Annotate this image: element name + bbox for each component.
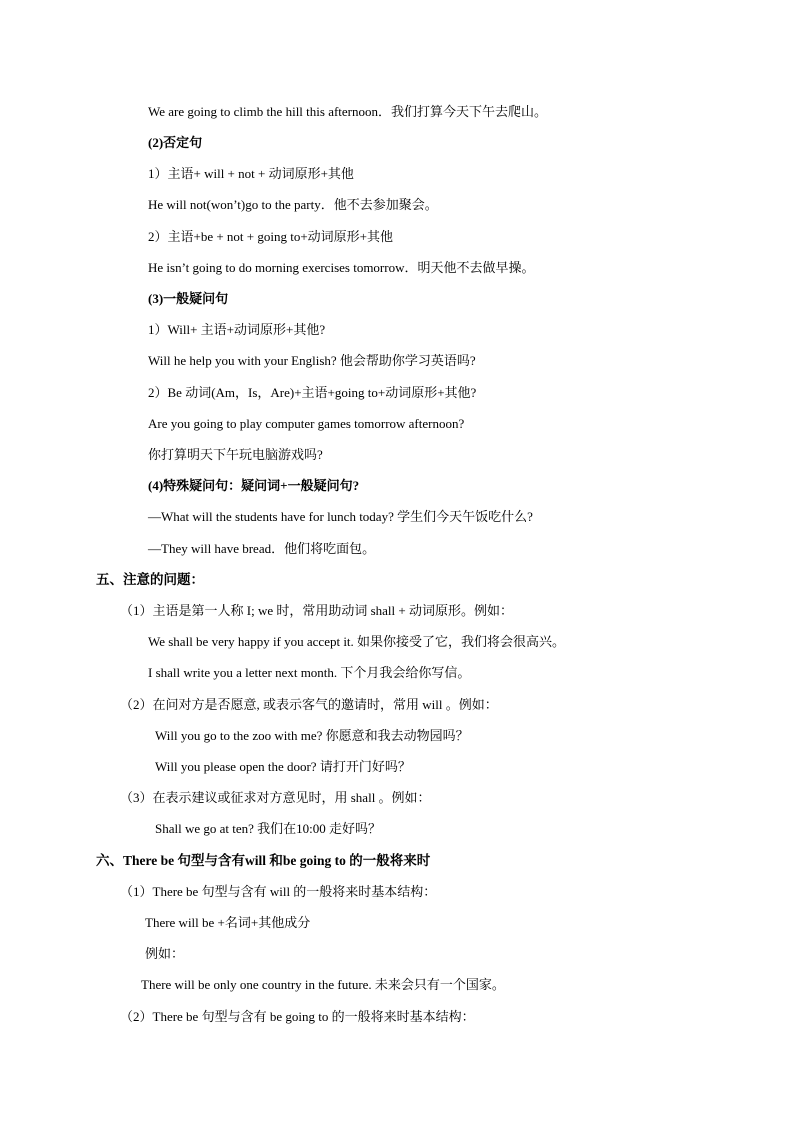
text-line-29: There will be only one country in the future. 未来会只有一个国家。 <box>141 977 505 992</box>
text-line-1: We are going to climb the hill this afternoon．我们打算今天下午去爬山。 <box>148 104 548 119</box>
text-line-8: 1）Will+ 主语+动词原形+其他? <box>148 322 326 337</box>
text-line-20: （2）在问对方是否愿意, 或表示客气的邀请时，常用 will 。例如： <box>120 697 498 712</box>
text-line-15: —They will have bread．他们将吃面包。 <box>148 541 376 556</box>
text-line-26: （1）There be 句型与含有 will 的一般将来时基本结构： <box>120 884 437 899</box>
text-line-17: （1）主语是第一人称 I; we 时，常用助动词 shall + 动词原形。例如： <box>120 603 513 618</box>
subheading-wh-question: (4)特殊疑问句：疑问词+一般疑问句? <box>148 478 360 493</box>
text-line-14: —What will the students have for lunch today? 学生们今天午饭吃什么? <box>148 509 533 524</box>
text-line-4: He will not(won’t)go to the party．他不去参加聚会。 <box>148 197 438 212</box>
text-line-30: （2）There be 句型与含有 be going to 的一般将来时基本结构： <box>120 1009 475 1024</box>
section-heading-6: 六、There be 句型与含有will 和be going to 的一般将来时 <box>96 853 431 868</box>
subheading-negative: (2)否定句 <box>148 135 203 150</box>
text-line-3: 1）主语+ will + not + 动词原形+其他 <box>148 166 354 181</box>
text-line-10: 2）Be 动词(Am，Is，Are)+主语+going to+动词原形+其他? <box>148 385 477 400</box>
text-line-22: Will you please open the door? 请打开门好吗？ <box>155 759 411 774</box>
text-line-27: There will be +名词+其他成分 <box>145 915 311 930</box>
section-heading-5: 五、注意的问题： <box>96 572 204 587</box>
text-line-11: Are you going to play computer games tomorrow afternoon? <box>148 416 465 431</box>
text-line-23: （3）在表示建议或征求对方意见时，用 shall 。例如： <box>120 790 431 805</box>
text-line-9: Will he help you with your English? 他会帮助你学习英语吗? <box>148 353 476 368</box>
text-line-19: I shall write you a letter next month. 下个月我会给你写信。 <box>148 665 471 680</box>
text-line-24: Shall we go at ten? 我们在10:00 走好吗？ <box>155 821 382 836</box>
text-line-21: Will you go to the zoo with me? 你愿意和我去动物园吗？ <box>155 728 469 743</box>
text-line-18: We shall be very happy if you accept it. 如果你接受了它，我们将会很高兴。 <box>148 634 566 649</box>
text-line-28: 例如： <box>145 946 185 961</box>
text-line-5: 2）主语+be + not + going to+动词原形+其他 <box>148 229 394 244</box>
text-line-12: 你打算明天下午玩电脑游戏吗? <box>148 447 323 462</box>
subheading-yes-no-question: (3)一般疑问句 <box>148 291 229 306</box>
text-line-6: He isn’t going to do morning exercises tomorrow．明天他不去做早操。 <box>148 260 535 275</box>
